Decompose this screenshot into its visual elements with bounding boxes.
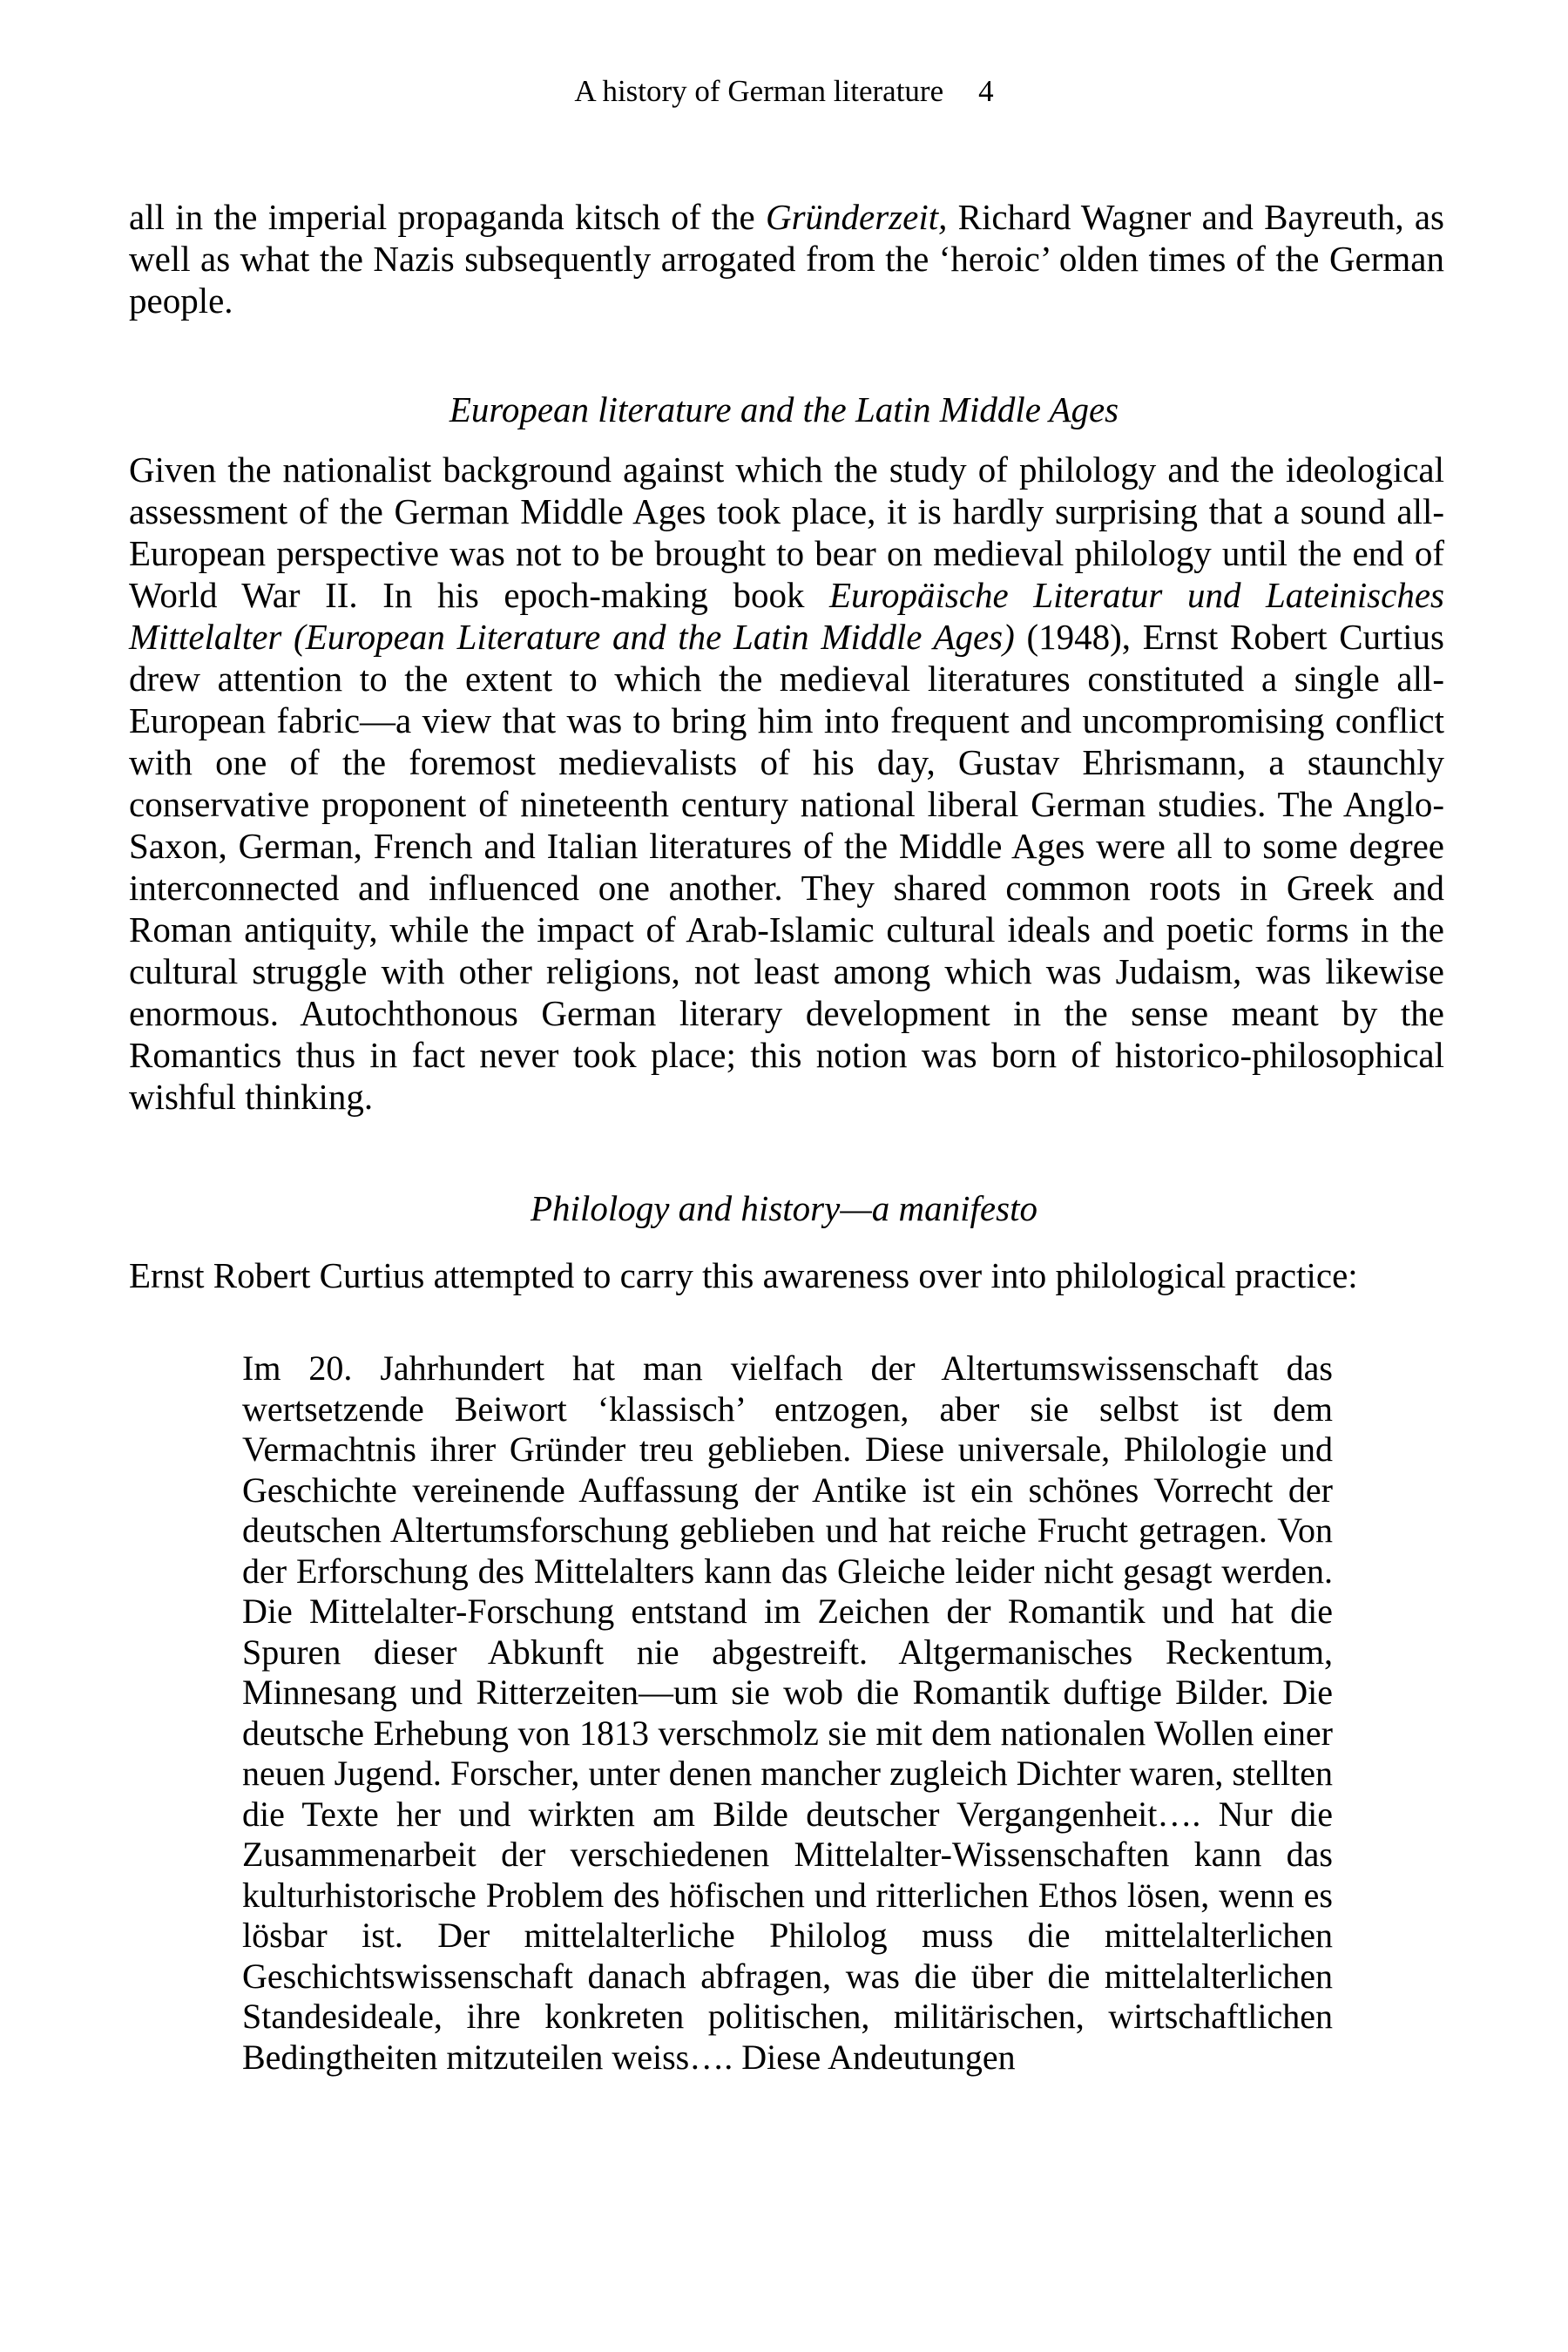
paragraph-text: Given the nationalist background against which the study of philology and the ideological assessment of the German Middle Ages took place, it is hardly surprising that a sound all-European perspective was not to be brought to bear on medieval philology until the end of World War II. In his epoch-making book: [129, 449, 1444, 615]
block-quote-german: Im 20. Jahrhundert hat man vielfach der Altertumswissenschaft das wertsetzende Beiwort ‘klassisch’ entzogen, aber sie selbst ist dem Vermachtnis ihrer Gründer treu geblieben. Diese universale, Philologie und Geschichte vereinende Auffassung der Antike ist ein schönes Vorrecht der deutschen Altertumsforschung geblieben und hat reiche Frucht getragen. Von der Erforschung des Mittelalters kann das Gleiche leider nicht gesagt werden. Die Mittelalter-Forschung entstand im Zeichen der Romantik und hat die Spuren dieser Abkunft nie abgestreift. Altgermanisches Reckentum, Minnesang und Ritterzeiten—um sie wob die Romantik duftige Bilder. Die deutsche Erhebung von 1813 verschmolz sie mit dem nationalen Wollen einer neuen Jugend. Forscher, unter denen mancher zugleich Dichter waren, stellten die Texte her und wirkten am Bilde deutscher Vergangenheit…. Nur die Zusammenarbeit der verschiedenen Mittelalter-Wissenschaften kann das kulturhistorische Problem des höfischen und ritterlichen Ethos lösen, wenn es lösbar ist. Der mittelalterliche Philolog muss die mittelalterlichen Geschichtswissenschaft danach abfragen, was die über die mittelalterlichen Standesideale, ihre konkreten politischen, militärischen, wirtschaftlichen Bedingtheiten mitzuteilen weiss…. Diese Andeutungen: [242, 1348, 1333, 2077]
section-heading-philology-history: Philology and history—a manifesto: [531, 1188, 1037, 1228]
italic-book-title: Europäische Literatur und Lateinisches Mittelalter (European Literature and the Latin Middle Ages): [129, 575, 1444, 657]
running-header-title: A history of German literature: [574, 74, 944, 108]
paragraph-curtius-intro: Ernst Robert Curtius attempted to carry this awareness over into philological practice:: [129, 1255, 1358, 1295]
paragraph-text: (1948), Ernst Robert Curtius drew attention to the extent to which the medieval literatures constituted a single all-European fabric—a view that was to bring him into frequent and uncompromising conflict with one of the foremost medievalists of his day, Gustav Ehrismann, a staunchly conservative proponent of nineteenth century national liberal German studies. The Anglo-Saxon, German, French and Italian literatures of the Middle Ages were all to some degree interconnected and influenced one another. They shared common roots in Greek and Roman antiquity, while the impact of Arab-Islamic cultural ideals and poetic forms in the cultural struggle with other religions, not least among which was Judaism, was likewise enormous. Autochthonous German literary development in the sense meant by the Romantics thus in fact never took place; this notion was born of historico-philosophical wishful thinking.: [129, 617, 1444, 1117]
running-header: [0, 70, 1568, 113]
section-heading-european-literature: European literature and the Latin Middle Ages: [449, 389, 1119, 429]
italic-term-gruenderzeit: Gründerzeit,: [765, 197, 948, 237]
paragraph-european-literature: [129, 449, 1444, 1118]
page-number: 4: [978, 74, 994, 108]
paragraph-text: all in the imperial propaganda kitsch of the: [129, 197, 766, 237]
paragraph-continuation: [129, 196, 1444, 321]
paragraph-text: Richard Wagner and Bayreuth, as well as what the Nazis subsequently arrogated from the ‘heroic’ olden times of the German people.: [129, 197, 1444, 321]
